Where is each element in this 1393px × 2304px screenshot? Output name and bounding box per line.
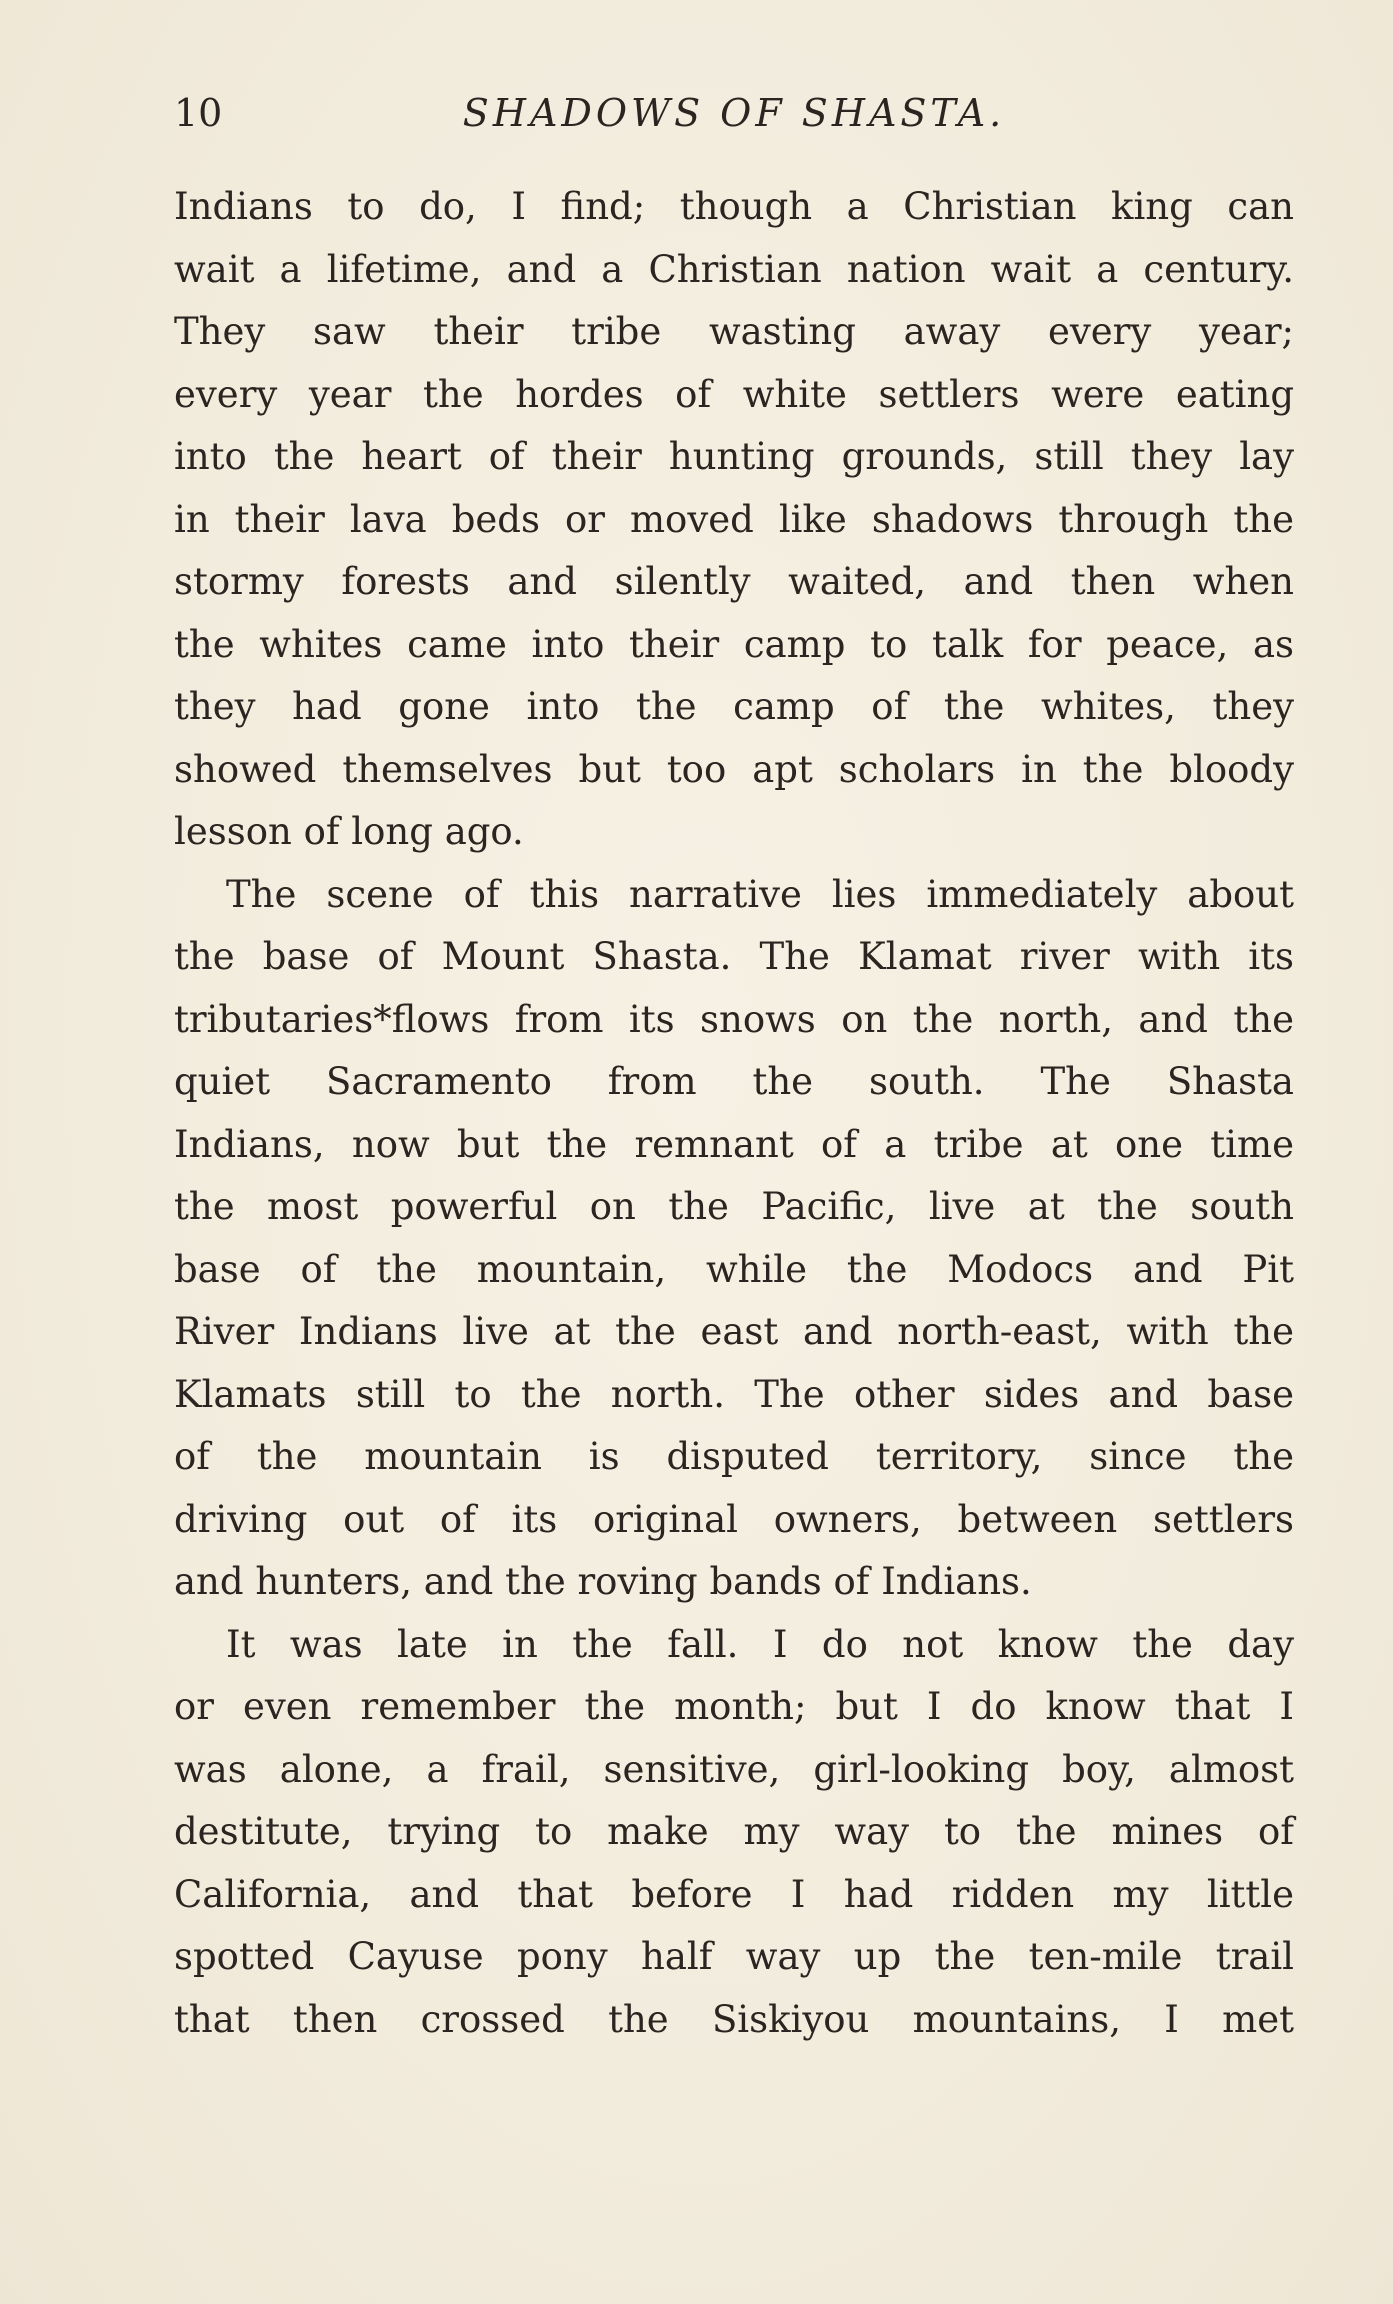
text-line: The scene of this narrative lies immediately about	[226, 872, 1294, 916]
text-line: the whites came into their camp to talk for peace, as	[174, 622, 1294, 666]
text-line: they had gone into the camp of the whites, they	[174, 685, 1294, 728]
text-line: the base of Mount Shasta. The Klamat river with its	[174, 935, 1294, 978]
text-line: or even remember the month; but I do know that I	[174, 1685, 1294, 1728]
page-number: 10	[174, 91, 223, 135]
text-line: lesson of long ago.	[174, 810, 524, 853]
text-line: tributaries*flows from its snows on the north, and the	[174, 997, 1294, 1041]
text-line: destitute, trying to make my way to the mines of	[174, 1810, 1294, 1853]
text-line: that then crossed the Siskiyou mountains, I met	[174, 1997, 1294, 2041]
text-line: spotted Cayuse pony half way up the ten-mile trail	[174, 1935, 1294, 1978]
text-line: into the heart of their hunting grounds, still they lay	[174, 435, 1294, 478]
text-line: stormy forests and silently waited, and then when	[174, 560, 1294, 603]
text-line: California, and that before I had ridden my little	[174, 1872, 1294, 1916]
text-line: the most powerful on the Pacific, live at the south	[174, 1185, 1294, 1228]
text-line: River Indians live at the east and north-east, with the	[174, 1310, 1294, 1353]
text-line: every year the hordes of white settlers were eating	[174, 372, 1294, 416]
text-line: was alone, a frail, sensitive, girl-looking boy, almost	[174, 1747, 1294, 1791]
text-line: base of the mountain, while the Modocs and Pit	[174, 1247, 1294, 1291]
text-line: Indians, now but the remnant of a tribe at one time	[174, 1122, 1294, 1166]
text-line: of the mountain is disputed territory, since the	[174, 1435, 1294, 1478]
text-line: quiet Sacramento from the south. The Shasta	[174, 1060, 1294, 1103]
text-line: Indians to do, I find; though a Christian king can	[174, 185, 1294, 228]
text-line: They saw their tribe wasting away every year;	[174, 310, 1294, 353]
text-line: It was late in the fall. I do not know the day	[226, 1622, 1294, 1666]
text-line: and hunters, and the roving bands of Indians.	[174, 1560, 1032, 1603]
running-title: SHADOWS OF SHASTA.	[462, 91, 1006, 135]
running-head	[174, 88, 1294, 138]
text-line: in their lava beds or moved like shadows through the	[174, 497, 1294, 541]
text-line: driving out of its original owners, between settlers	[174, 1497, 1294, 1541]
text-line: wait a lifetime, and a Christian nation wait a century.	[174, 247, 1294, 291]
text-line: showed themselves but too apt scholars in the bloody	[174, 747, 1294, 791]
body-text	[174, 176, 1294, 2051]
text-line: Klamats still to the north. The other sides and base	[174, 1372, 1294, 1416]
